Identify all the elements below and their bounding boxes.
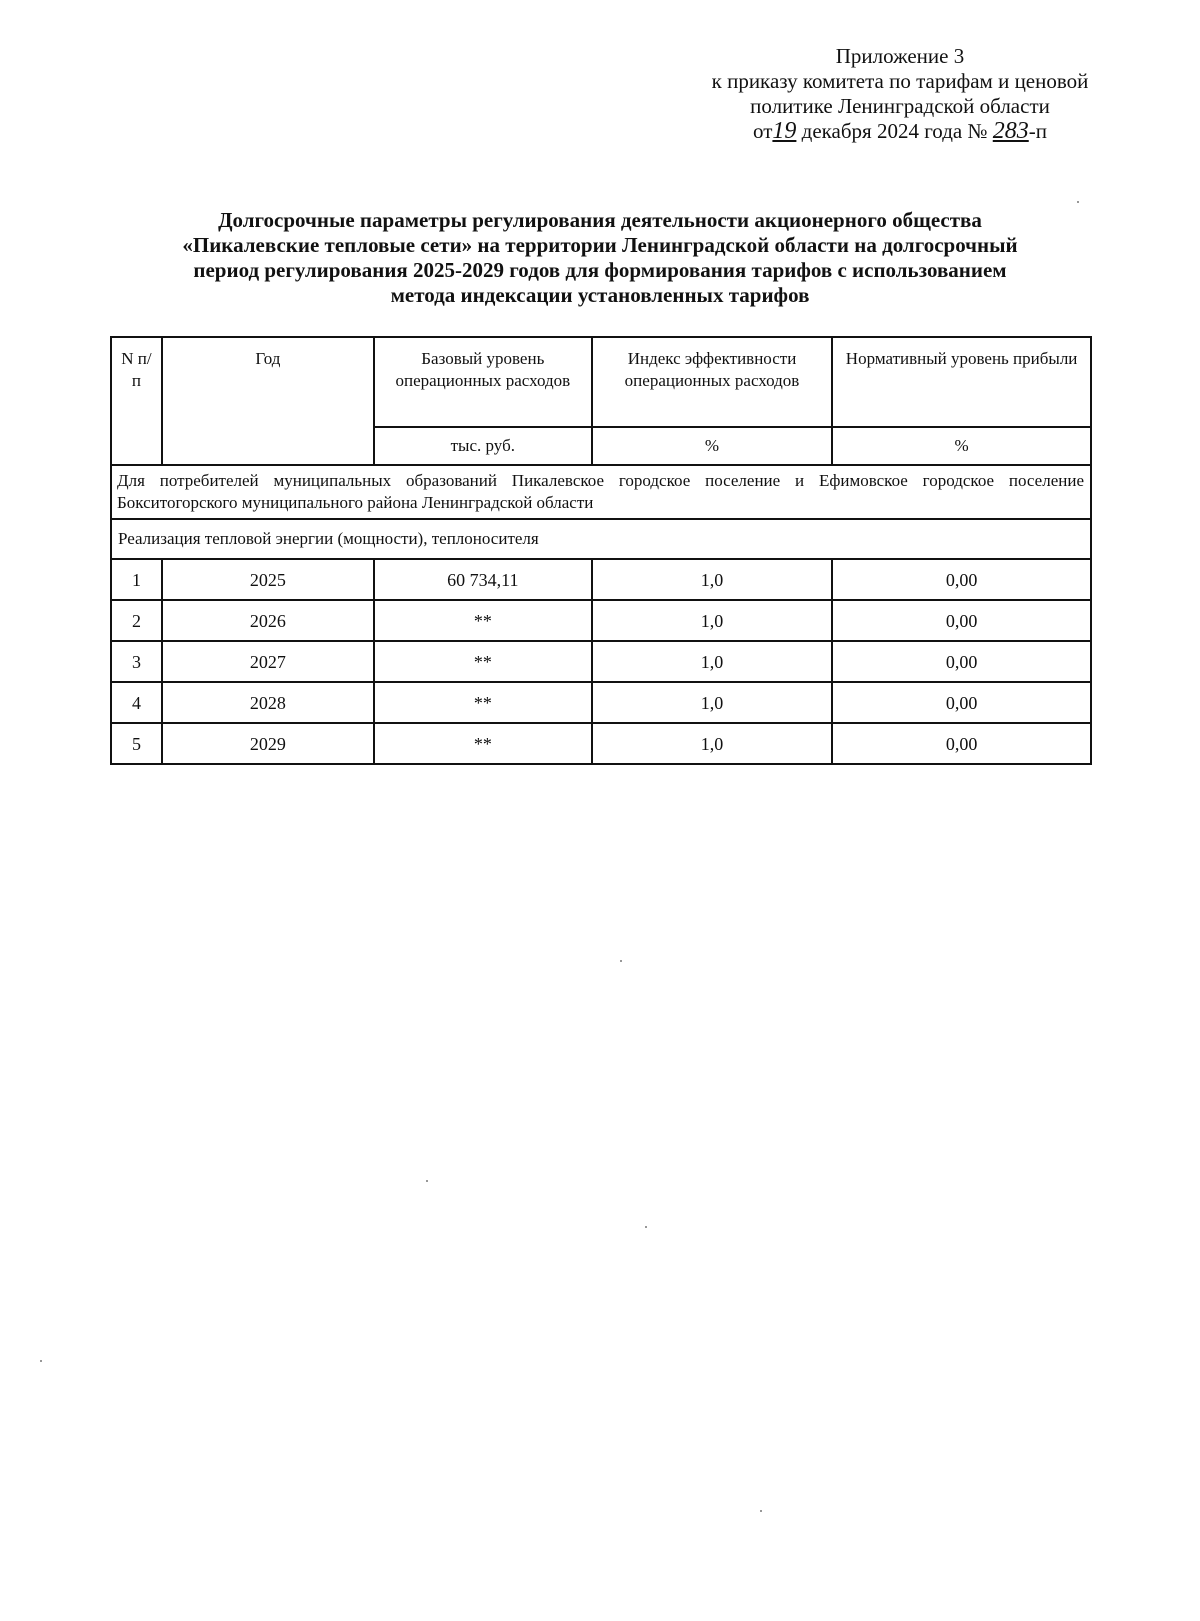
unit-base-level: тыс. руб. (374, 427, 592, 465)
table-row (111, 600, 1091, 641)
table-subgroup-row (111, 519, 1091, 559)
document-title (105, 208, 1095, 308)
annex-title: Приложение 3 (835, 44, 965, 68)
cell-base-level: ** (374, 682, 592, 723)
header-efficiency-index: Индекс эффективности операционных расходов (592, 337, 832, 427)
table-row (111, 559, 1091, 600)
title-line-1: Долгосрочные параметры регулирования деятельности акционерного общества (218, 208, 982, 232)
unit-profit-level: % (832, 427, 1091, 465)
cell-profit-level: 0,00 (832, 600, 1091, 641)
cell-profit-level: 0,00 (832, 559, 1091, 600)
cell-year: 2028 (162, 682, 374, 723)
table-row (111, 682, 1091, 723)
title-line-3: период регулирования 2025-2029 годов для формирования тарифов с использованием (193, 258, 1007, 282)
header-year: Год (162, 337, 374, 465)
annex-order-line: к приказу комитета по тарифам и ценовой (711, 69, 1089, 93)
table-row (111, 723, 1091, 764)
cell-efficiency-index: 1,0 (592, 559, 832, 600)
table-row (111, 641, 1091, 682)
title-line-2: «Пикалевские тепловые сети» на территории Ленинградской области на долгосрочный (182, 233, 1018, 257)
scan-speck (40, 1360, 42, 1362)
cell-num: 5 (111, 723, 162, 764)
annex-date-text: декабря 2024 года № (801, 119, 988, 143)
unit-efficiency-index: % (592, 427, 832, 465)
scan-speck (1077, 201, 1079, 203)
cell-base-level: ** (374, 641, 592, 682)
group-label: Для потребителей муниципальных образований Пикалевское городское поселение и Ефимовское городское поселение Бокситогорского муниципального района Ленинградской области (111, 465, 1091, 519)
header-base-level: Базовый уровень операционных расходов (374, 337, 592, 427)
cell-year: 2025 (162, 559, 374, 600)
cell-num: 3 (111, 641, 162, 682)
cell-num: 1 (111, 559, 162, 600)
cell-base-level: ** (374, 600, 592, 641)
cell-profit-level: 0,00 (832, 723, 1091, 764)
cell-year: 2029 (162, 723, 374, 764)
annex-header (600, 44, 1200, 144)
annex-number-suffix: -п (1028, 119, 1047, 143)
cell-efficiency-index: 1,0 (592, 641, 832, 682)
cell-efficiency-index: 1,0 (592, 682, 832, 723)
scan-speck (760, 1510, 762, 1512)
annex-day-handwritten: 19 (772, 118, 797, 144)
cell-year: 2026 (162, 600, 374, 641)
annex-date-prefix: от (753, 119, 773, 143)
cell-profit-level: 0,00 (832, 641, 1091, 682)
title-line-4: метода индексации установленных тарифов (390, 283, 810, 307)
cell-base-level: 60 734,11 (374, 559, 592, 600)
cell-profit-level: 0,00 (832, 682, 1091, 723)
cell-num: 4 (111, 682, 162, 723)
annex-number-handwritten: 283 (992, 118, 1029, 144)
cell-efficiency-index: 1,0 (592, 600, 832, 641)
subgroup-label: Реализация тепловой энергии (мощности), теплоносителя (111, 519, 1091, 559)
annex-date-line (600, 119, 1200, 144)
header-num: N п/п (111, 337, 162, 465)
table-header-row (111, 337, 1091, 427)
scan-speck (426, 1180, 428, 1182)
scan-speck (645, 1226, 647, 1228)
cell-num: 2 (111, 600, 162, 641)
cell-efficiency-index: 1,0 (592, 723, 832, 764)
scan-speck (620, 960, 622, 962)
annex-committee-line: политике Ленинградской области (750, 94, 1050, 118)
header-profit-level: Нормативный уровень прибыли (832, 337, 1091, 427)
cell-year: 2027 (162, 641, 374, 682)
parameters-table (110, 336, 1092, 765)
table-group-row (111, 465, 1091, 519)
cell-base-level: ** (374, 723, 592, 764)
